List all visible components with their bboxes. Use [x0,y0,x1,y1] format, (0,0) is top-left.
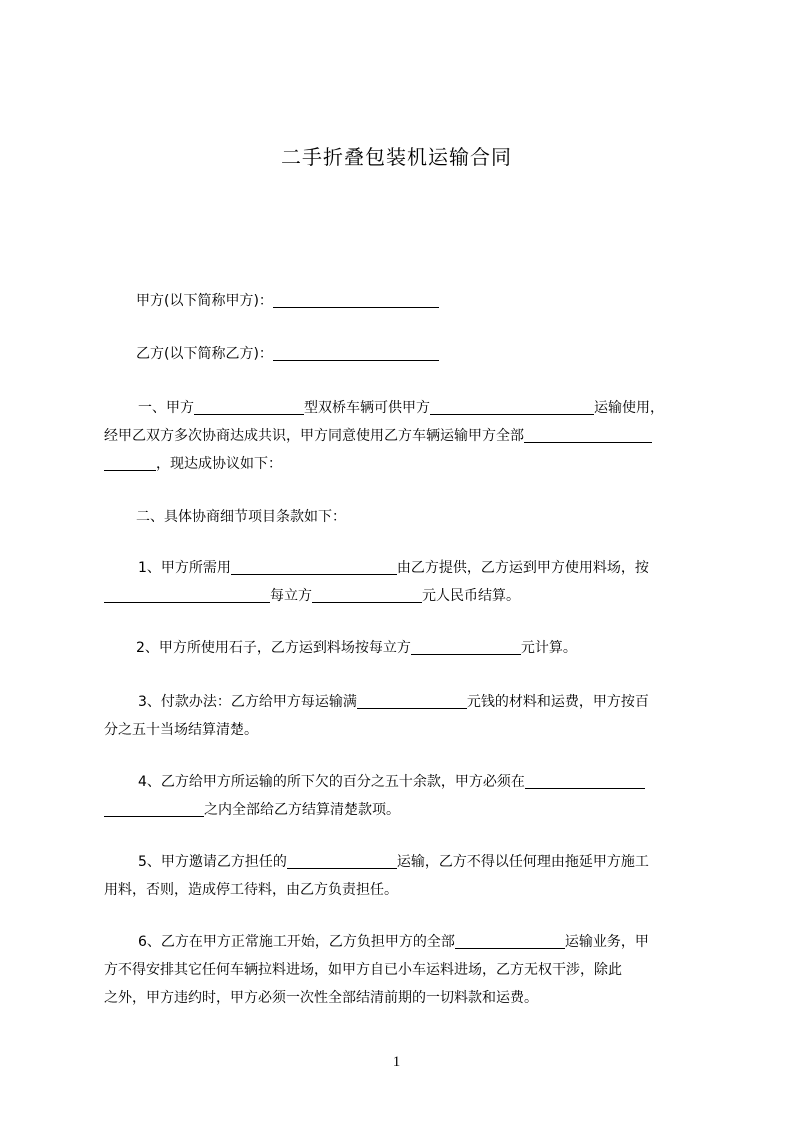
clause-1-blank-d [104,454,156,471]
clause-1-blank-b [430,398,594,415]
item-1-blank-b [104,586,270,603]
item-3-text-a: 3、付款办法：乙方给甲方每运输满 [138,694,357,710]
item-2-text-b: 元计算。 [520,640,577,656]
item-1-text-b: 由乙方提供，乙方运到甲方使用料场，按 [396,560,649,576]
item-4-text-b: 之内全部给乙方结算清楚款项。 [204,802,400,818]
item-6-text-a: 6、乙方在甲方正常施工开始，乙方负担甲方的全部 [138,934,455,950]
party-b-blank [273,344,439,361]
item-5-blank-a [287,852,397,869]
item-6-text-c: 方不得安排其它任何车辆拉料进场，如甲方自已小车运料进场，乙方无权干涉，除此 [104,962,622,978]
item-1-text-a: 1、甲方所需用 [138,560,231,576]
clause-1-text-c: 运输使用， [594,400,664,416]
party-b-line [104,340,704,368]
clause-1-text-a: 一、甲方 [138,400,194,416]
clause-1-text-b: 型双桥车辆可供甲方 [304,400,430,416]
item-5-text-c: 用料，否则，造成停工待料，由乙方负责担任。 [104,882,398,898]
item-6 [104,928,704,1012]
clause-2-text: 二、具体协商细节项目条款如下： [136,509,346,525]
item-3-blank-a [357,692,467,709]
item-4-blank-b [104,800,204,817]
item-1-text-c: 每立方 [270,588,312,604]
party-a-label: 甲方(以下简称甲方)： [136,293,273,309]
item-3-text-b: 元钱的材料和运费，甲方按百 [466,694,649,710]
clause-1-text-d: 经甲乙双方多次协商达成共识，甲方同意使用乙方车辆运输甲方全部 [104,428,524,444]
page-number: 1 [392,1054,401,1070]
clause-2 [104,503,704,531]
party-b-label: 乙方(以下简称乙方)： [136,346,273,362]
item-1-blank-c [312,586,422,603]
item-5 [104,848,704,904]
item-5-text-b: 运输，乙方不得以任何理由拖延甲方施工 [396,854,649,870]
item-4-blank-a [525,772,645,789]
item-1-blank-a [231,558,397,575]
item-2-text-a: 2、甲方所使用石子，乙方运到料场按每立方 [136,640,411,656]
item-4 [104,768,704,824]
item-5-text-a: 5、甲方邀请乙方担任的 [138,854,287,870]
party-a-blank [273,291,439,308]
clause-1 [104,394,704,478]
item-2-blank-a [411,638,521,655]
item-1 [104,554,704,610]
item-1-text-d: 元人民币结算。 [422,588,520,604]
clause-1-text-e: ，现达成协议如下： [156,456,282,472]
item-6-text-d: 之外，甲方违约时，甲方必须一次性全部结清前期的一切料款和运费。 [104,990,538,1006]
item-2 [104,634,704,662]
item-6-blank-a [455,932,565,949]
clause-1-blank-c [524,426,652,443]
item-3 [104,688,704,744]
contract-title: 二手折叠包装机运输合同 [281,145,512,169]
party-a-line [104,287,704,315]
item-6-text-b: 运输业务，甲 [564,934,649,950]
item-4-text-a: 4、乙方给甲方所运输的所下欠的百分之五十余款，甲方必须在 [138,774,525,790]
clause-1-blank-a [194,398,304,415]
item-3-text-c: 分之五十当场结算清楚。 [104,722,258,738]
